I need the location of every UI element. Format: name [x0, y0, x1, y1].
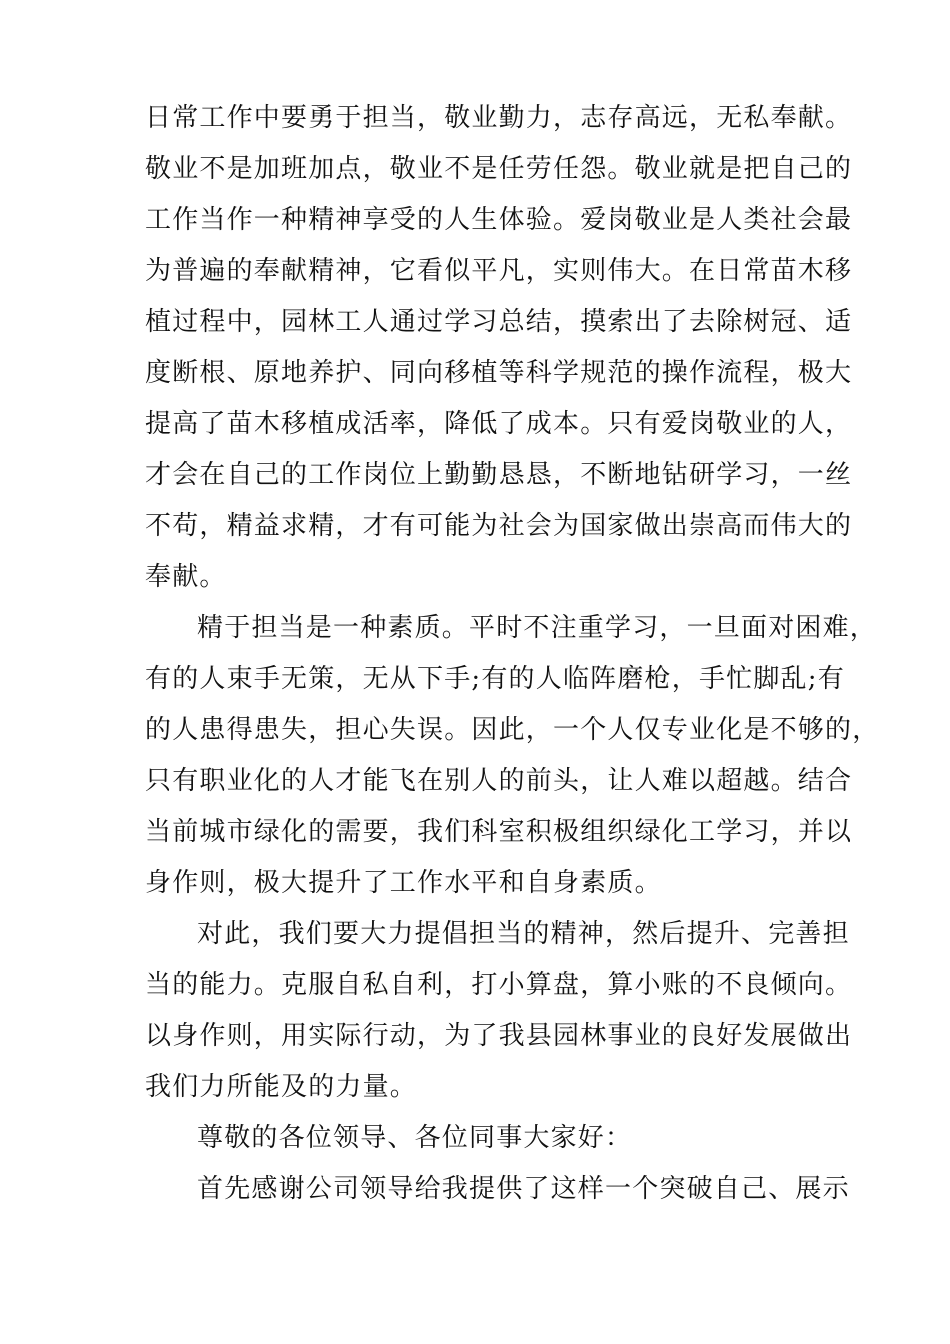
text-line: 我们力所能及的力量。 — [145, 1072, 418, 1102]
text-line: 植过程中，园林工人通过学习总结，摸索出了去除树冠、适 — [145, 307, 853, 337]
text-line: 有的人束手无策，无从下手;有的人临阵磨枪，手忙脚乱;有 — [145, 664, 845, 694]
text-line: 工作当作一种精神享受的人生体验。爱岗敬业是人类社会最 — [145, 205, 853, 235]
text-line: 精于担当是一种素质。平时不注重学习，一旦面对困难， — [197, 613, 878, 643]
text-line: 敬业不是加班加点，敬业不是任劳任怨。敬业就是把自己的 — [145, 154, 853, 184]
text-line: 为普遍的奉献精神，它看似平凡，实则伟大。在日常苗木移 — [145, 256, 853, 286]
text-line: 度断根、原地养护、同向移植等科学规范的操作流程，极大 — [145, 358, 853, 388]
text-line: 才会在自己的工作岗位上勤勤恳恳，不断地钻研学习，一丝 — [145, 460, 853, 490]
text-line: 对此，我们要大力提倡担当的精神，然后提升、完善担 — [197, 919, 850, 949]
text-line: 当前城市绿化的需要，我们科室积极组织绿化工学习，并以 — [145, 817, 853, 847]
text-line: 不苟，精益求精，才有可能为社会为国家做出崇高而伟大的 — [145, 511, 853, 541]
document-body — [145, 93, 880, 1215]
text-line: 当的能力。克服自私自利，打小算盘，算小账的不良倾向。 — [145, 970, 853, 1000]
text-line: 只有职业化的人才能飞在别人的前头，让人难以超越。结合 — [145, 766, 853, 796]
text-line: 尊敬的各位领导、各位同事大家好： — [197, 1123, 633, 1153]
text-line: 身作则，极大提升了工作水平和自身素质。 — [145, 868, 662, 898]
text-line: 的人患得患失，担心失误。因此，一个人仅专业化是不够的， — [145, 715, 880, 745]
text-line: 首先感谢公司领导给我提供了这样一个突破自己、展示 — [197, 1174, 850, 1204]
text-line: 日常工作中要勇于担当，敬业勤力，志存高远，无私奉献。 — [145, 103, 853, 133]
text-line: 奉献。 — [145, 562, 227, 592]
text-line: 以身作则，用实际行动，为了我县园林事业的良好发展做出 — [145, 1021, 853, 1051]
text-line: 提高了苗木移植成活率，降低了成本。只有爱岗敬业的人， — [145, 409, 853, 439]
